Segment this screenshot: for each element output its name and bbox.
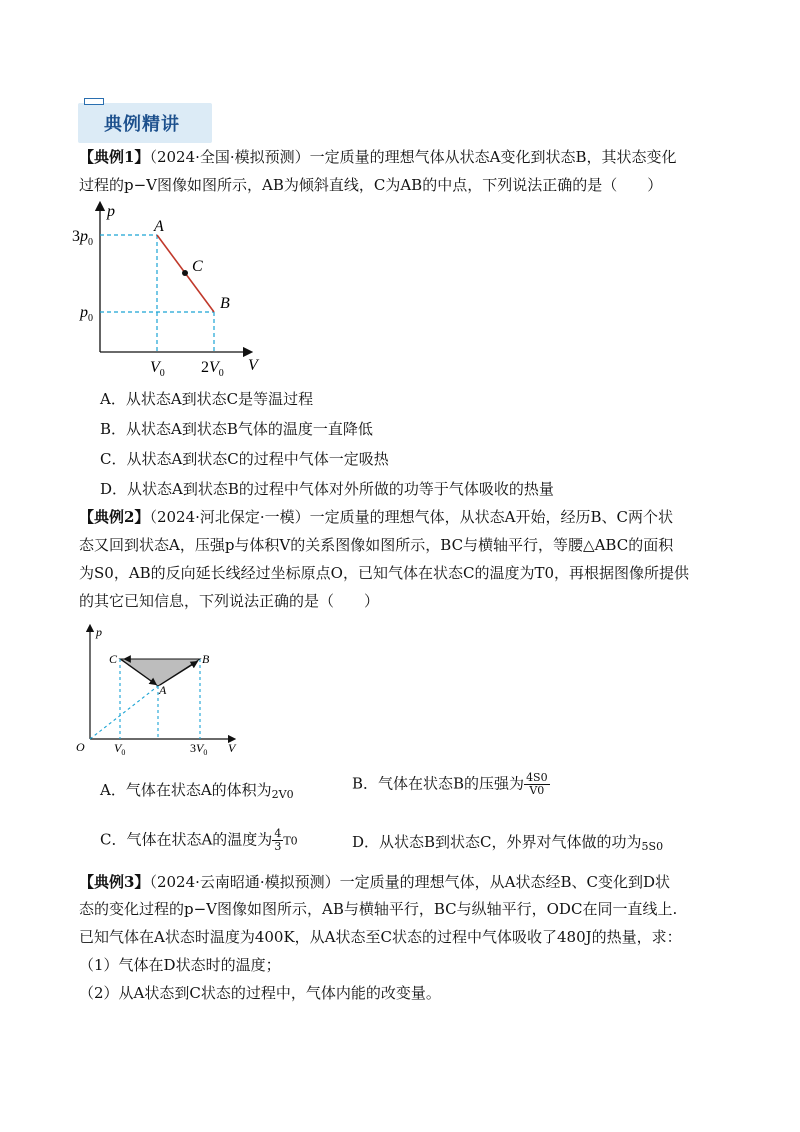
ex1-source: （2024·全国·模拟预测） xyxy=(149,148,310,166)
ex3-question-2: （2）从A状态到C状态的过程中，气体内能的改变量。 xyxy=(79,984,441,1002)
ex2-option-b-fraction: $\frac{4S0}{V0}$ xyxy=(526,771,548,797)
ex2-line2: 态又回到状态A，压强p与体积V的关系图像如图所示，BC与横轴平行，等腰△ABC的面积 xyxy=(79,536,674,554)
ex2-origin-label: O xyxy=(76,740,85,754)
ex1-option-d: D．从状态A到状态B的过程中气体对外所做的功等于气体吸收的热量 xyxy=(100,480,554,498)
ex3-tag: 【典例3】 xyxy=(79,873,150,891)
ex1-label-b: B xyxy=(220,295,230,312)
ex1-line1 xyxy=(79,147,677,167)
ex1-tick-p0: $p_0$ xyxy=(80,304,93,324)
ex2-tag: 【典例2】 xyxy=(79,508,150,526)
section-title: 典例精讲 xyxy=(104,114,180,135)
ex2-option-b: B．气体在状态B的压强为 $\frac{4S0}{V0}$ xyxy=(352,771,548,797)
ex1-option-c: C．从状态A到状态C的过程中气体一定吸热 xyxy=(100,450,389,468)
ex3-line1 xyxy=(79,872,670,892)
ex3-line2: 态的变化过程的p−V图像如图所示，AB与横轴平行，BC与纵轴平行，ODC在同一直线上. xyxy=(79,900,678,918)
ex2-option-a: A．气体在状态A的体积为$_{2V0}$ xyxy=(100,781,294,801)
ex1-label-a: A xyxy=(154,218,164,235)
ex2-line1 xyxy=(79,507,673,527)
ex2-tick-v0: $V_0$ xyxy=(114,741,126,757)
ex2-line1-text: 一定质量的理想气体，从状态A开始，经历B、C两个状 xyxy=(309,508,673,526)
ex2-extension-line xyxy=(90,686,158,739)
ex2-label-c: C xyxy=(109,652,118,666)
ex1-pv-graph xyxy=(70,198,270,378)
ex2-pv-graph xyxy=(70,622,250,757)
ex1-option-a: A．从状态A到状态C是等温过程 xyxy=(100,390,314,408)
ex2-option-c-fraction: $\frac{4}{3}$ xyxy=(274,827,282,853)
ex1-x-label: V xyxy=(248,357,258,374)
ex3-line3: 已知气体在A状态时温度为400K，从A状态至C状态的过程中气体吸收了480J的热量，求： xyxy=(79,928,682,946)
ex2-line3: 为S0，AB的反向延长线经过坐标原点O，已知气体在状态C的温度为T0，再根据图像所提供 xyxy=(79,564,690,582)
ex1-line1-text: 一定质量的理想气体从状态A变化到状态B，其状态变化 xyxy=(309,148,677,166)
ex1-tick-3p0: $3p_0$ xyxy=(72,228,93,248)
ex1-tick-v0: $V_0$ xyxy=(150,359,165,378)
ex1-tick-2v0: $2V_0$ xyxy=(201,359,224,378)
ex2-label-a: A xyxy=(159,683,167,697)
ex2-y-label: p xyxy=(96,625,102,639)
ex2-option-c: C．气体在状态A的温度为 $\frac{4}{3}$ T0 xyxy=(100,827,298,853)
ex2-option-a-value: 2V0 xyxy=(271,788,294,801)
ex1-line2: 过程的p−V图像如图所示，AB为倾斜直线，C为AB的中点，下列说法正确的是（ ） xyxy=(79,176,663,194)
ex2-option-c-value: T0 xyxy=(283,834,298,848)
ex2-label-b: B xyxy=(202,652,210,666)
ex2-option-d-value: 5S0 xyxy=(641,840,664,853)
ex2-x-label: V xyxy=(228,741,236,755)
ex3-question-1: （1）气体在D状态时的温度； xyxy=(79,956,281,974)
ex1-y-label: p xyxy=(107,203,115,220)
ex1-option-b: B．从状态A到状态B气体的温度一直降低 xyxy=(100,420,373,438)
ex3-source: （2024·云南昭通·模拟预测） xyxy=(149,873,340,891)
ex3-line1-text: 一定质量的理想气体，从A状态经B、C变化到D状 xyxy=(339,873,671,891)
ex1-tag: 【典例1】 xyxy=(79,148,150,166)
ex2-triangle-abc xyxy=(120,659,200,686)
ex1-point-c xyxy=(182,270,188,276)
section-header-tab xyxy=(84,98,104,105)
ex2-line4: 的其它已知信息，下列说法正确的是（ ） xyxy=(79,592,380,610)
ex2-tick-3v0: $3V_0$ xyxy=(190,741,208,757)
ex2-source: （2024·河北保定·一模） xyxy=(149,508,310,526)
ex1-label-c: C xyxy=(192,258,203,275)
ex2-option-d: D．从状态B到状态C，外界对气体做的功为$_{5S0}$ xyxy=(352,833,664,853)
